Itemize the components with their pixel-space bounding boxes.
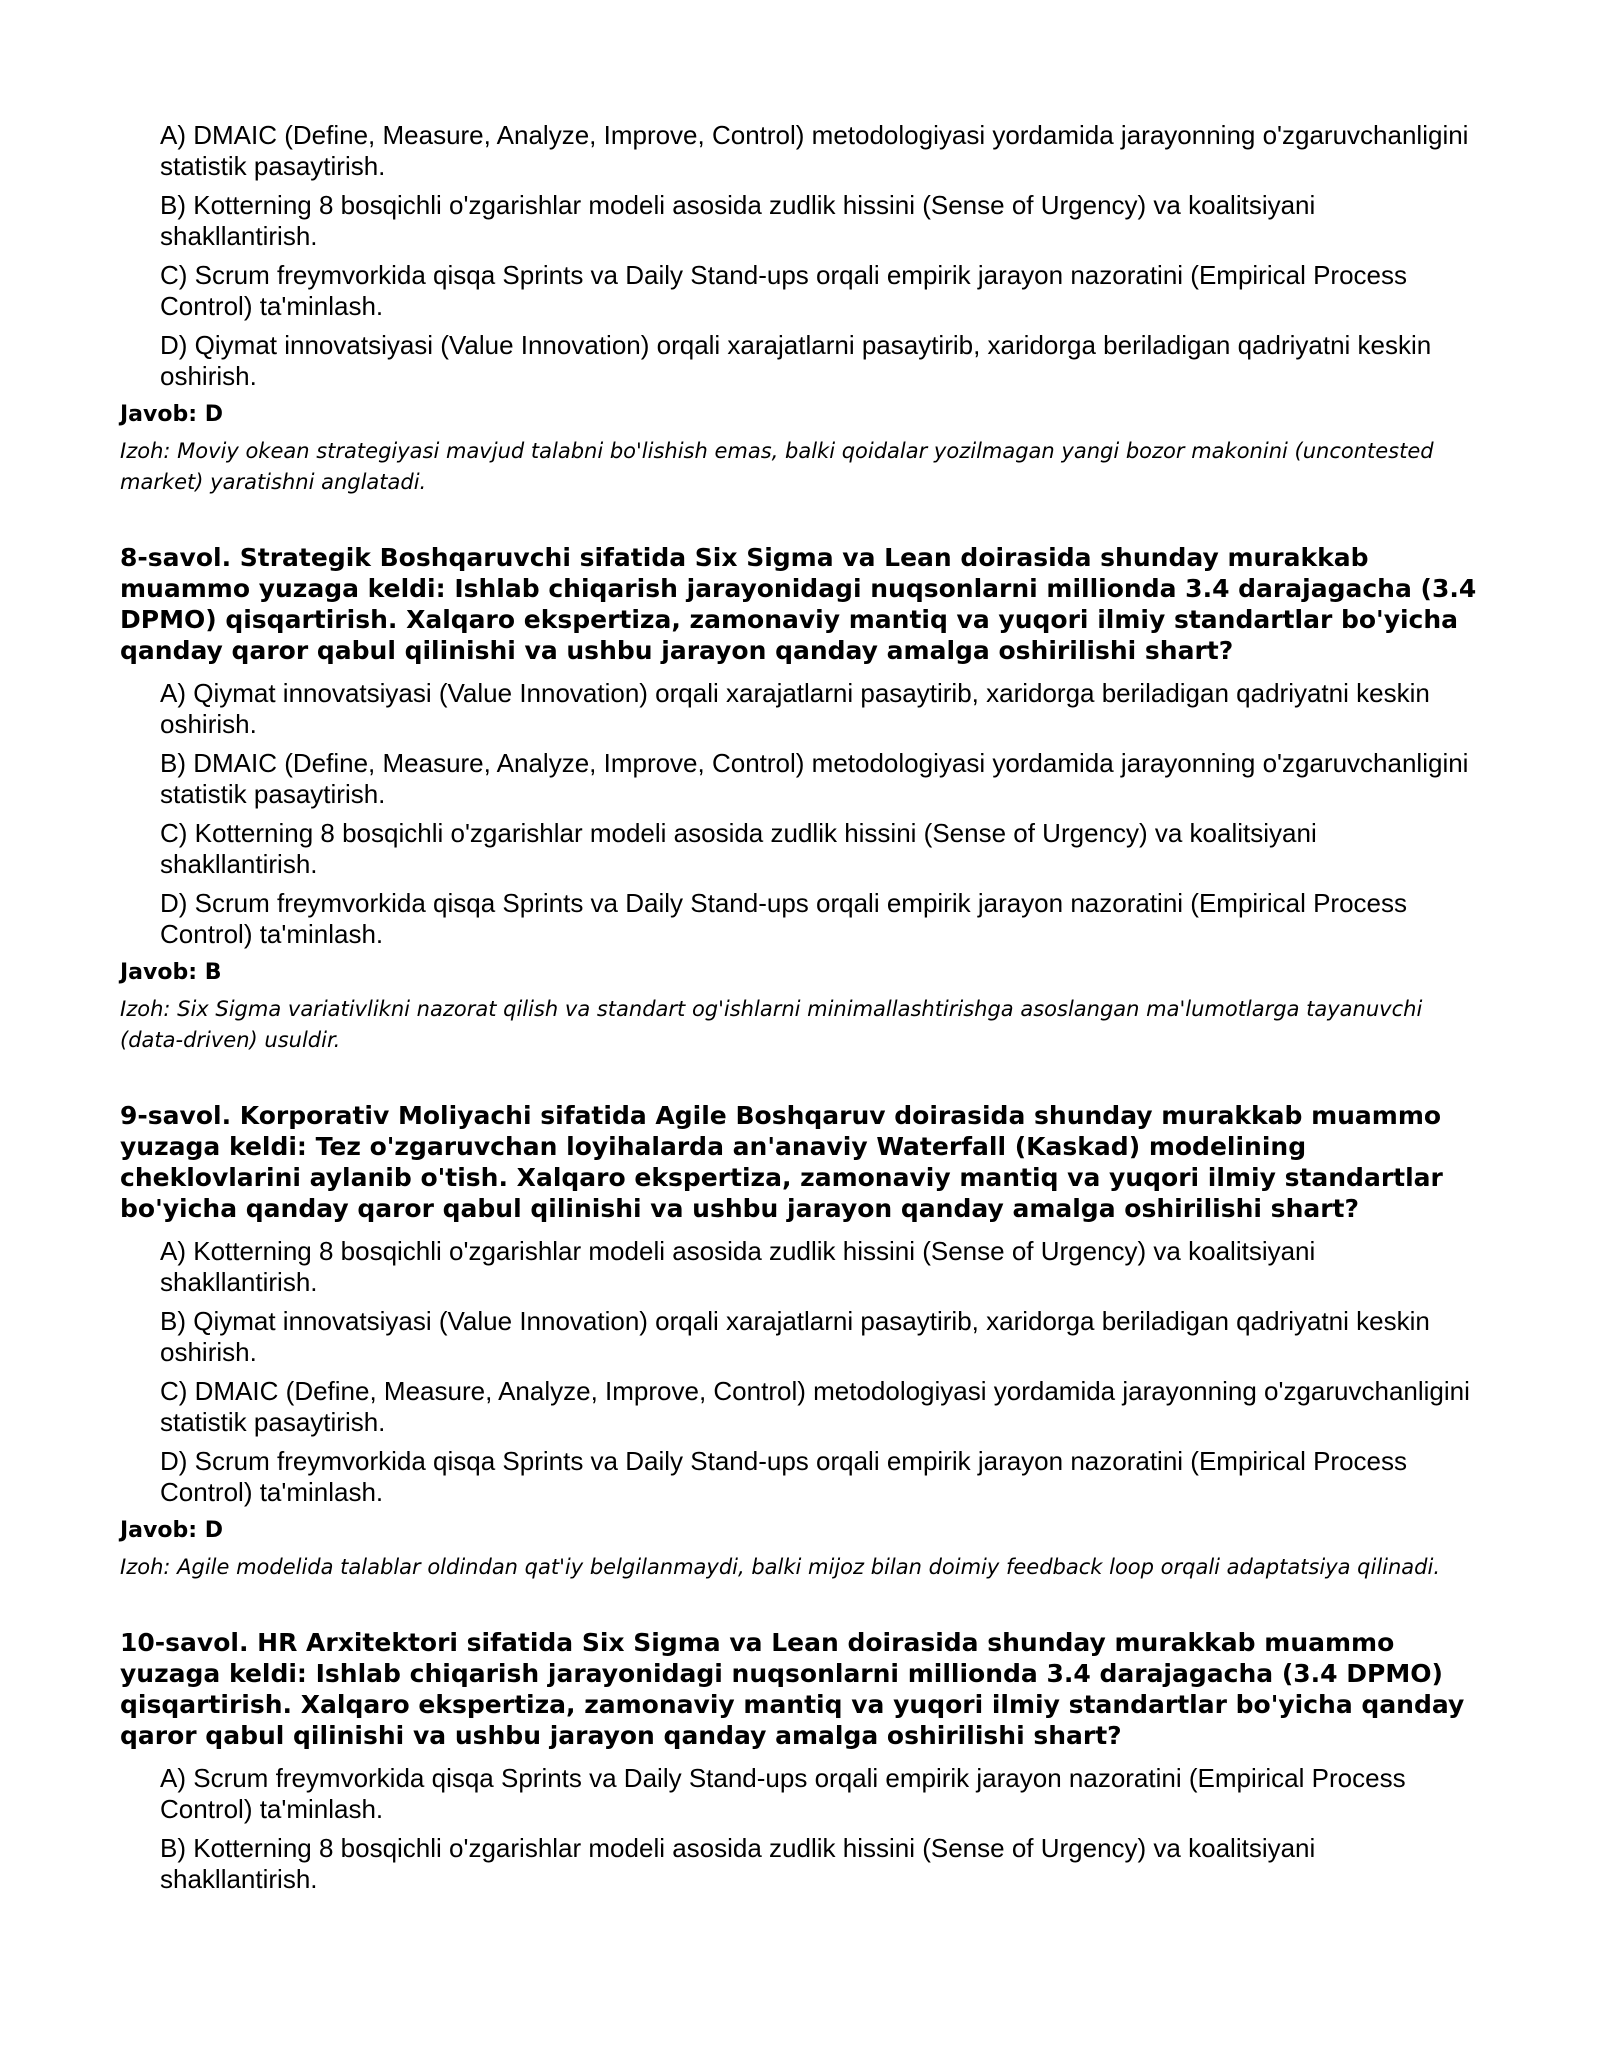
option-c: C) DMAIC (Define, Measure, Analyze, Improve, Control) metodologiyasi yordamida jarayonning o'zgaruvchanligini statistik pasaytirish. bbox=[160, 1376, 1470, 1437]
question-text: 10-savol. HR Arxitektori sifatida Six Sigma va Lean doirasida shunday murakkab muammo yuzaga keldi: Ishlab chiqarish jarayonidagi nuqsonlarni millionda 3.4 darajagacha (3.4 DPMO) qisqartirish. Xalqaro ekspertiza, zamonaviy mantiq va yuqori ilmiy standartlar bo'yicha qanday qaror qabul qilinishi va ushbu jarayon qanday amalga oshirilishi shart? bbox=[120, 1628, 1465, 1750]
question-text: 9-savol. Korporativ Moliyachi sifatida Agile Boshqaruv doirasida shunday murakkab muammo yuzaga keldi: Tez o'zgaruvchan loyihalarda an'anaviy Waterfall (Kaskad) modelining cheklovlarini aylanib o'tish. Xalqaro ekspertiza, zamonaviy mantiq va yuqori ilmiy standartlar bo'yicha qanday qaror qabul qilinishi va ushbu jarayon qanday amalga oshirilishi shart? bbox=[120, 1101, 1443, 1223]
options-list bbox=[160, 120, 1480, 392]
option-a: A) Qiymat innovatsiyasi (Value Innovation) orqali xarajatlarni pasaytirib, xaridorga beriladigan qadriyatni keskin oshirish. bbox=[160, 678, 1430, 739]
option-d: D) Scrum freymvorkida qisqa Sprints va Daily Stand-ups orqali empirik jarayon nazoratini (Empirical Process Control) ta'minlash. bbox=[160, 1446, 1407, 1507]
option-d: D) Scrum freymvorkida qisqa Sprints va Daily Stand-ups orqali empirik jarayon nazoratini (Empirical Process Control) ta'minlash. bbox=[160, 888, 1407, 949]
answer-label: Javob: D bbox=[120, 402, 223, 427]
option-a: A) DMAIC (Define, Measure, Analyze, Improve, Control) metodologiyasi yordamida jarayonning o'zgaruvchanligini statistik pasaytirish. bbox=[160, 120, 1469, 181]
option-b: B) Kotterning 8 bosqichli o'zgarishlar modeli asosida zudlik hissini (Sense of Urgency) va koalitsiyani shakllantirish. bbox=[160, 1833, 1316, 1894]
options-list bbox=[160, 678, 1480, 950]
option-c: C) Kotterning 8 bosqichli o'zgarishlar modeli asosida zudlik hissini (Sense of Urgency) va koalitsiyani shakllantirish. bbox=[160, 818, 1317, 879]
option-b: B) DMAIC (Define, Measure, Analyze, Improve, Control) metodologiyasi yordamida jarayonning o'zgaruvchanligini statistik pasaytirish. bbox=[160, 748, 1469, 809]
question-block-7 bbox=[120, 120, 1480, 498]
question-block-9 bbox=[120, 1100, 1480, 1583]
option-a: A) Scrum freymvorkida qisqa Sprints va Daily Stand-ups orqali empirik jarayon nazoratini (Empirical Process Control) ta'minlash. bbox=[160, 1763, 1406, 1824]
option-d: D) Qiymat innovatsiyasi (Value Innovation) orqali xarajatlarni pasaytirib, xaridorga beriladigan qadriyatni keskin oshirish. bbox=[160, 330, 1432, 391]
answer-label: Javob: D bbox=[120, 1518, 223, 1543]
option-c: C) Scrum freymvorkida qisqa Sprints va Daily Stand-ups orqali empirik jarayon nazoratini (Empirical Process Control) ta'minlash. bbox=[160, 260, 1407, 321]
answer-label: Javob: B bbox=[120, 960, 222, 985]
question-text: 8-savol. Strategik Boshqaruvchi sifatida Six Sigma va Lean doirasida shunday murakkab muammo yuzaga keldi: Ishlab chiqarish jarayonidagi nuqsonlarni millionda 3.4 darajagacha (3.4 DPMO) qisqartirish. Xalqaro ekspertiza, zamonaviy mantiq va yuqori ilmiy standartlar bo'yicha qanday qaror qabul qilinishi va ushbu jarayon qanday amalga oshirilishi shart? bbox=[120, 543, 1477, 665]
explanation-note: Izoh: Agile modelida talablar oldindan qat'iy belgilanmaydi, balki mijoz bilan doimiy feedback loop orqali adaptatsiya qilinadi. bbox=[120, 1555, 1441, 1579]
explanation-note: Izoh: Six Sigma variativlikni nazorat qilish va standart og'ishlarni minimallashtirishga asoslangan ma'lumotlarga tayanuvchi (data-driven) usuldir. bbox=[120, 997, 1423, 1052]
document-page bbox=[120, 120, 1480, 1903]
options-list bbox=[160, 1763, 1480, 1895]
explanation-note: Izoh: Moviy okean strategiyasi mavjud talabni bo'lishish emas, balki qoidalar yozilmagan yangi bozor makonini (uncontested market) yaratishni anglatadi. bbox=[120, 439, 1434, 494]
option-a: A) Kotterning 8 bosqichli o'zgarishlar modeli asosida zudlik hissini (Sense of Urgency) va koalitsiyani shakllantirish. bbox=[160, 1236, 1316, 1297]
option-b: B) Kotterning 8 bosqichli o'zgarishlar modeli asosida zudlik hissini (Sense of Urgency) va koalitsiyani shakllantirish. bbox=[160, 190, 1316, 251]
question-block-8 bbox=[120, 542, 1480, 1056]
question-block-10 bbox=[120, 1627, 1480, 1895]
options-list bbox=[160, 1236, 1480, 1508]
option-b: B) Qiymat innovatsiyasi (Value Innovation) orqali xarajatlarni pasaytirib, xaridorga beriladigan qadriyatni keskin oshirish. bbox=[160, 1306, 1430, 1367]
